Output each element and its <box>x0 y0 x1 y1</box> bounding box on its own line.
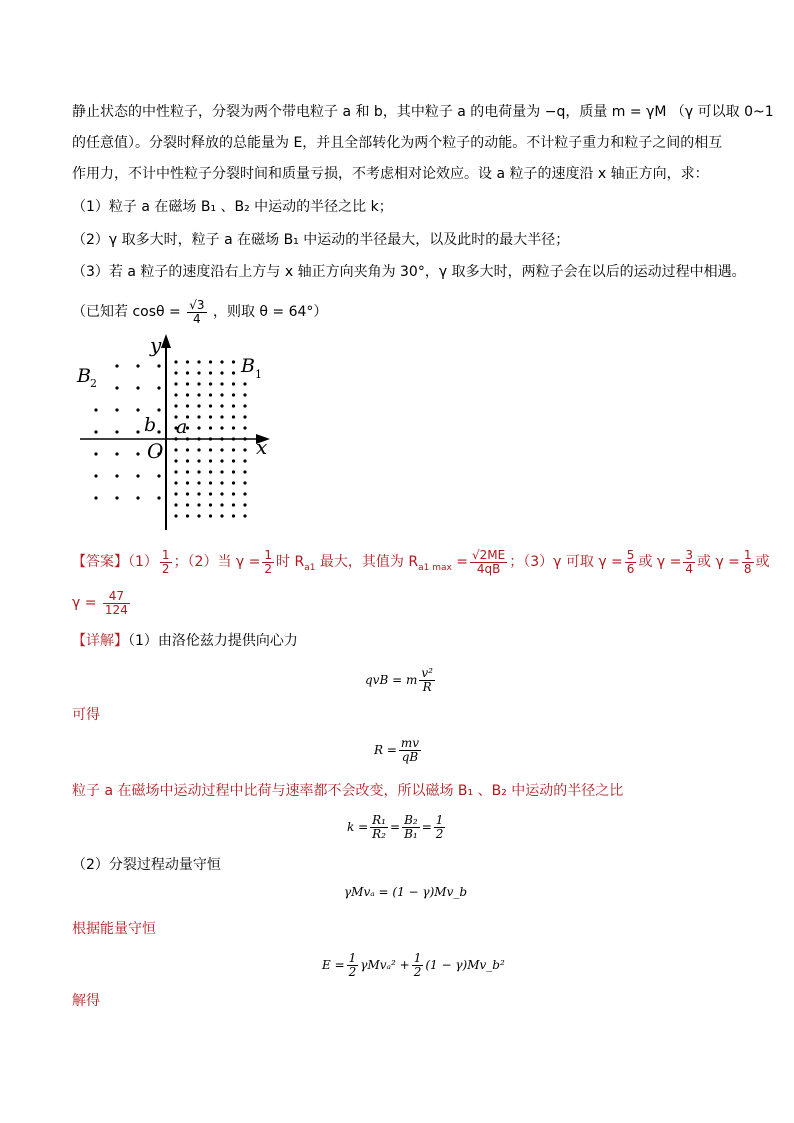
field-dot <box>220 448 223 451</box>
field-dot <box>232 503 235 506</box>
field-dot <box>197 448 200 451</box>
field-dot <box>115 430 118 433</box>
field-dot <box>197 470 200 473</box>
field-dot <box>220 382 223 385</box>
problem-line-2: 的任意值）。分裂时释放的总能量为 E，并且全部转化为两个粒子的动能。不计粒子重力和粒子之间的相互 <box>72 135 723 151</box>
field-dot <box>209 492 212 495</box>
field-dot <box>197 503 200 506</box>
frac-den: 2 <box>435 827 444 841</box>
equation-energy <box>322 945 505 985</box>
answer-p2-mid: 时 R <box>276 554 305 570</box>
field-dot <box>136 496 139 499</box>
field-dot <box>94 430 97 433</box>
field-dot <box>197 492 200 495</box>
field-dot <box>232 360 235 363</box>
field-dot <box>243 503 246 506</box>
x-axis-label: x <box>256 435 268 459</box>
field-dot <box>174 492 177 495</box>
field-dot <box>186 459 189 462</box>
b2-label: B <box>77 365 91 387</box>
frac-den: R <box>422 680 432 694</box>
field-dot <box>243 415 246 418</box>
equation-radius <box>374 730 423 770</box>
answer-p3-frac2 <box>683 549 695 576</box>
hint-suffix: ，则取 θ = 64°） <box>212 304 328 320</box>
field-dot <box>197 514 200 517</box>
field-dot <box>243 448 246 451</box>
field-dot <box>209 503 212 506</box>
field-dot <box>136 408 139 411</box>
frac-den: 2 <box>161 561 170 576</box>
field-dot <box>157 364 160 367</box>
field-dot <box>115 386 118 389</box>
field-dot <box>186 360 189 363</box>
answer-or-2: 或 γ = <box>697 554 740 570</box>
field-dot <box>174 503 177 506</box>
frac-num: 1 <box>413 951 422 965</box>
frac-num: 1 <box>743 547 752 562</box>
field-dot <box>220 415 223 418</box>
field-dot <box>209 415 212 418</box>
field-dot <box>186 382 189 385</box>
answer-p2-mid2: 最大，其值为 R <box>315 554 419 570</box>
answer-or-3: 或 <box>755 554 770 570</box>
b1-label: B <box>241 355 255 377</box>
field-dot <box>197 371 200 374</box>
field-dot <box>209 360 212 363</box>
frac-den: 2 <box>264 561 273 576</box>
field-dot <box>174 393 177 396</box>
detail-s6: 解得 <box>72 993 100 1009</box>
field-dot <box>157 496 160 499</box>
frac-num: mv <box>400 736 420 750</box>
detail-s2: 可得 <box>72 707 100 723</box>
field-dot <box>243 492 246 495</box>
answer-tag: 【答案】 <box>72 554 128 570</box>
field-figure <box>70 330 280 535</box>
field-dot <box>209 470 212 473</box>
frac-num: 3 <box>685 547 693 562</box>
hint-prefix: （已知若 cosθ = <box>72 304 181 320</box>
eq-left: qvB = m <box>365 673 418 687</box>
field-dot <box>115 496 118 499</box>
field-dot <box>209 514 212 517</box>
eq-left: R = <box>374 743 397 757</box>
field-dot <box>186 393 189 396</box>
frac-den: 4qB <box>476 561 501 576</box>
field-dot <box>209 426 212 429</box>
field-dot <box>232 492 235 495</box>
field-dot <box>157 430 160 433</box>
frac-den: 4 <box>685 561 693 576</box>
field-dot <box>232 404 235 407</box>
frac-num: R₁ <box>372 813 386 827</box>
field-dot <box>174 448 177 451</box>
field-dot <box>209 371 212 374</box>
equation-momentum: γMvₐ = (1 − γ)Mv_b <box>344 885 468 899</box>
answer-p3-frac3 <box>742 549 754 576</box>
answer-p2-eq: = <box>451 554 469 570</box>
answer-p3-frac4 <box>103 590 130 617</box>
eq-frac-2 <box>412 952 424 979</box>
field-dot <box>243 404 246 407</box>
frac-num: √2ME <box>472 547 506 562</box>
field-dot <box>243 470 246 473</box>
particle-a-label: a <box>176 416 188 438</box>
frac-num: B₂ <box>404 813 418 827</box>
field-dot <box>115 452 118 455</box>
eq-frac <box>399 737 421 764</box>
answer-line <box>72 545 770 585</box>
field-dot <box>174 360 177 363</box>
field-dot <box>220 459 223 462</box>
b1-sub: 1 <box>255 368 262 381</box>
origin-label: O <box>147 439 164 463</box>
field-dot <box>220 404 223 407</box>
eq-frac-3 <box>434 814 446 841</box>
field-dot <box>209 404 212 407</box>
field-dot <box>186 404 189 407</box>
field-dot <box>136 474 139 477</box>
field-dot <box>174 404 177 407</box>
field-dot <box>197 415 200 418</box>
field-dot <box>174 371 177 374</box>
field-dot <box>232 514 235 517</box>
field-dot <box>220 360 223 363</box>
eq-frac <box>419 667 435 694</box>
field-dot <box>220 514 223 517</box>
field-dot <box>136 430 139 433</box>
field-dot <box>136 386 139 389</box>
field-dot <box>186 481 189 484</box>
field-dot <box>157 474 160 477</box>
eq-frac-1 <box>370 814 388 841</box>
field-dot <box>232 415 235 418</box>
field-dot <box>197 426 200 429</box>
eq-sign: = <box>421 820 432 834</box>
field-dot <box>243 393 246 396</box>
field-dot <box>220 426 223 429</box>
field-dot <box>94 452 97 455</box>
eq-right: (1 − γ)Mv_b² <box>425 958 505 972</box>
answer-p1-frac <box>160 549 172 576</box>
detail-s1: （1）由洛伦兹力提供向心力 <box>128 633 298 649</box>
field-dot <box>186 492 189 495</box>
detail-s4: （2）分裂过程动量守恒 <box>72 857 221 873</box>
y-axis-arrow <box>161 334 171 348</box>
field-dot <box>209 382 212 385</box>
hint-num: √3 <box>189 297 205 312</box>
frac-den: qB <box>401 750 419 764</box>
field-dot <box>232 448 235 451</box>
field-dot <box>232 459 235 462</box>
field-dot <box>243 514 246 517</box>
field-dot <box>243 382 246 385</box>
answer-p2-val <box>470 549 507 576</box>
field-dot <box>220 393 223 396</box>
detail-tag: 【详解】 <box>72 633 128 649</box>
eq-frac-1 <box>347 952 359 979</box>
detail-s3: 粒子 a 在磁场中运动过程中比荷与速率都不会改变，所以磁场 B₁ 、B₂ 中运动的半径之比 <box>72 783 624 799</box>
answer-line-2 <box>72 586 132 620</box>
field-dot <box>197 393 200 396</box>
field-dot <box>220 492 223 495</box>
field-dot <box>186 514 189 517</box>
answer-p2-sub: a1 <box>304 562 316 573</box>
field-dot <box>136 364 139 367</box>
frac-num: 1 <box>348 951 357 965</box>
field-dot <box>243 481 246 484</box>
field-dot <box>197 481 200 484</box>
field-dot <box>209 448 212 451</box>
field-dot <box>174 481 177 484</box>
field-dot <box>220 503 223 506</box>
field-dot <box>209 459 212 462</box>
field-dot <box>220 371 223 374</box>
field-dot <box>243 459 246 462</box>
frac-num: 5 <box>626 547 635 562</box>
field-dot <box>209 481 212 484</box>
question-2: （2）γ 取多大时，粒子 a 在磁场 B₁ 中运动的半径最大，以及此时的最大半径； <box>72 232 570 248</box>
frac-num: 1 <box>161 547 170 562</box>
eq-frac-2 <box>402 814 420 841</box>
frac-den: R₂ <box>372 827 386 841</box>
frac-num: 47 <box>103 590 130 604</box>
y-axis-label: y <box>150 333 162 357</box>
answer-p2-frac <box>262 549 274 576</box>
field-dot <box>232 371 235 374</box>
field-dot <box>174 514 177 517</box>
field-dot <box>115 408 118 411</box>
field-dot <box>115 474 118 477</box>
frac-den: 8 <box>743 561 752 576</box>
field-dot <box>232 393 235 396</box>
field-dot <box>157 408 160 411</box>
field-dot <box>220 470 223 473</box>
answer-p2-pre: ；（2）当 γ = <box>173 554 261 570</box>
field-dot <box>94 408 97 411</box>
field-dot <box>174 459 177 462</box>
field-dot <box>232 382 235 385</box>
frac-num: 1 <box>264 547 273 562</box>
field-dot <box>232 470 235 473</box>
field-dot <box>209 393 212 396</box>
problem-line-1: 静止状态的中性粒子，分裂为两个带电粒子 a 和 b，其中粒子 a 的电荷量为 −q，质量 m = γM （γ 可以取 0~1 <box>72 104 774 120</box>
equation-lorentz <box>365 660 437 700</box>
frac-den: 124 <box>104 602 128 617</box>
answer-p1: （1） <box>128 554 158 570</box>
hint-den: 4 <box>193 311 201 326</box>
field-dot <box>186 371 189 374</box>
question-3: （3）若 a 粒子的速度沿右上方与 x 轴正方向夹角为 30°，γ 取多大时，两粒子会在以后的运动过程中相遇。 <box>72 264 746 280</box>
answer-last-pre: γ = <box>72 595 97 611</box>
field-dot <box>243 426 246 429</box>
field-dot <box>174 382 177 385</box>
frac-den: 6 <box>626 561 635 576</box>
eq-left: E = <box>322 958 345 972</box>
field-dot <box>157 386 160 389</box>
field-dot <box>174 470 177 473</box>
field-dot <box>94 496 97 499</box>
hint-line <box>72 294 327 330</box>
field-dot <box>94 474 97 477</box>
field-dot <box>232 481 235 484</box>
field-dot <box>186 448 189 451</box>
answer-p3-pre: ；（3）γ 可取 γ = <box>509 554 623 570</box>
frac-den: 2 <box>348 965 357 979</box>
frac-num: 1 <box>435 813 444 827</box>
hint-fraction <box>187 299 206 326</box>
field-dot <box>232 426 235 429</box>
field-dot <box>197 382 200 385</box>
frac-den: 2 <box>413 965 422 979</box>
frac-num: v² <box>421 666 433 680</box>
answer-p2-sub2: a1 max <box>418 562 452 573</box>
eq-k: k = <box>347 820 369 834</box>
answer-p3-frac1 <box>625 549 637 576</box>
equation-ratio <box>347 807 447 847</box>
field-dot <box>186 470 189 473</box>
field-dot <box>115 364 118 367</box>
field-dot <box>220 481 223 484</box>
detail-s5: 根据能量守恒 <box>72 921 156 937</box>
answer-or-1: 或 γ = <box>638 554 682 570</box>
field-dot <box>197 404 200 407</box>
field-dot <box>136 452 139 455</box>
eq-mid: γMvₐ² + <box>360 958 410 972</box>
field-dot <box>197 459 200 462</box>
frac-den: B₁ <box>404 827 418 841</box>
question-1: （1）粒子 a 在磁场 B₁ 、B₂ 中运动的半径之比 k； <box>72 199 393 215</box>
field-dot <box>197 360 200 363</box>
particle-b-label: b <box>144 414 157 436</box>
field-dot <box>186 503 189 506</box>
problem-line-3: 作用力，不计中性粒子分裂时间和质量亏损，不考虑相对论效应。设 a 粒子的速度沿 x 轴正方向，求： <box>72 166 709 182</box>
detail-line-1 <box>72 632 298 650</box>
b2-sub: 2 <box>90 377 97 390</box>
eq-sign: = <box>390 820 401 834</box>
